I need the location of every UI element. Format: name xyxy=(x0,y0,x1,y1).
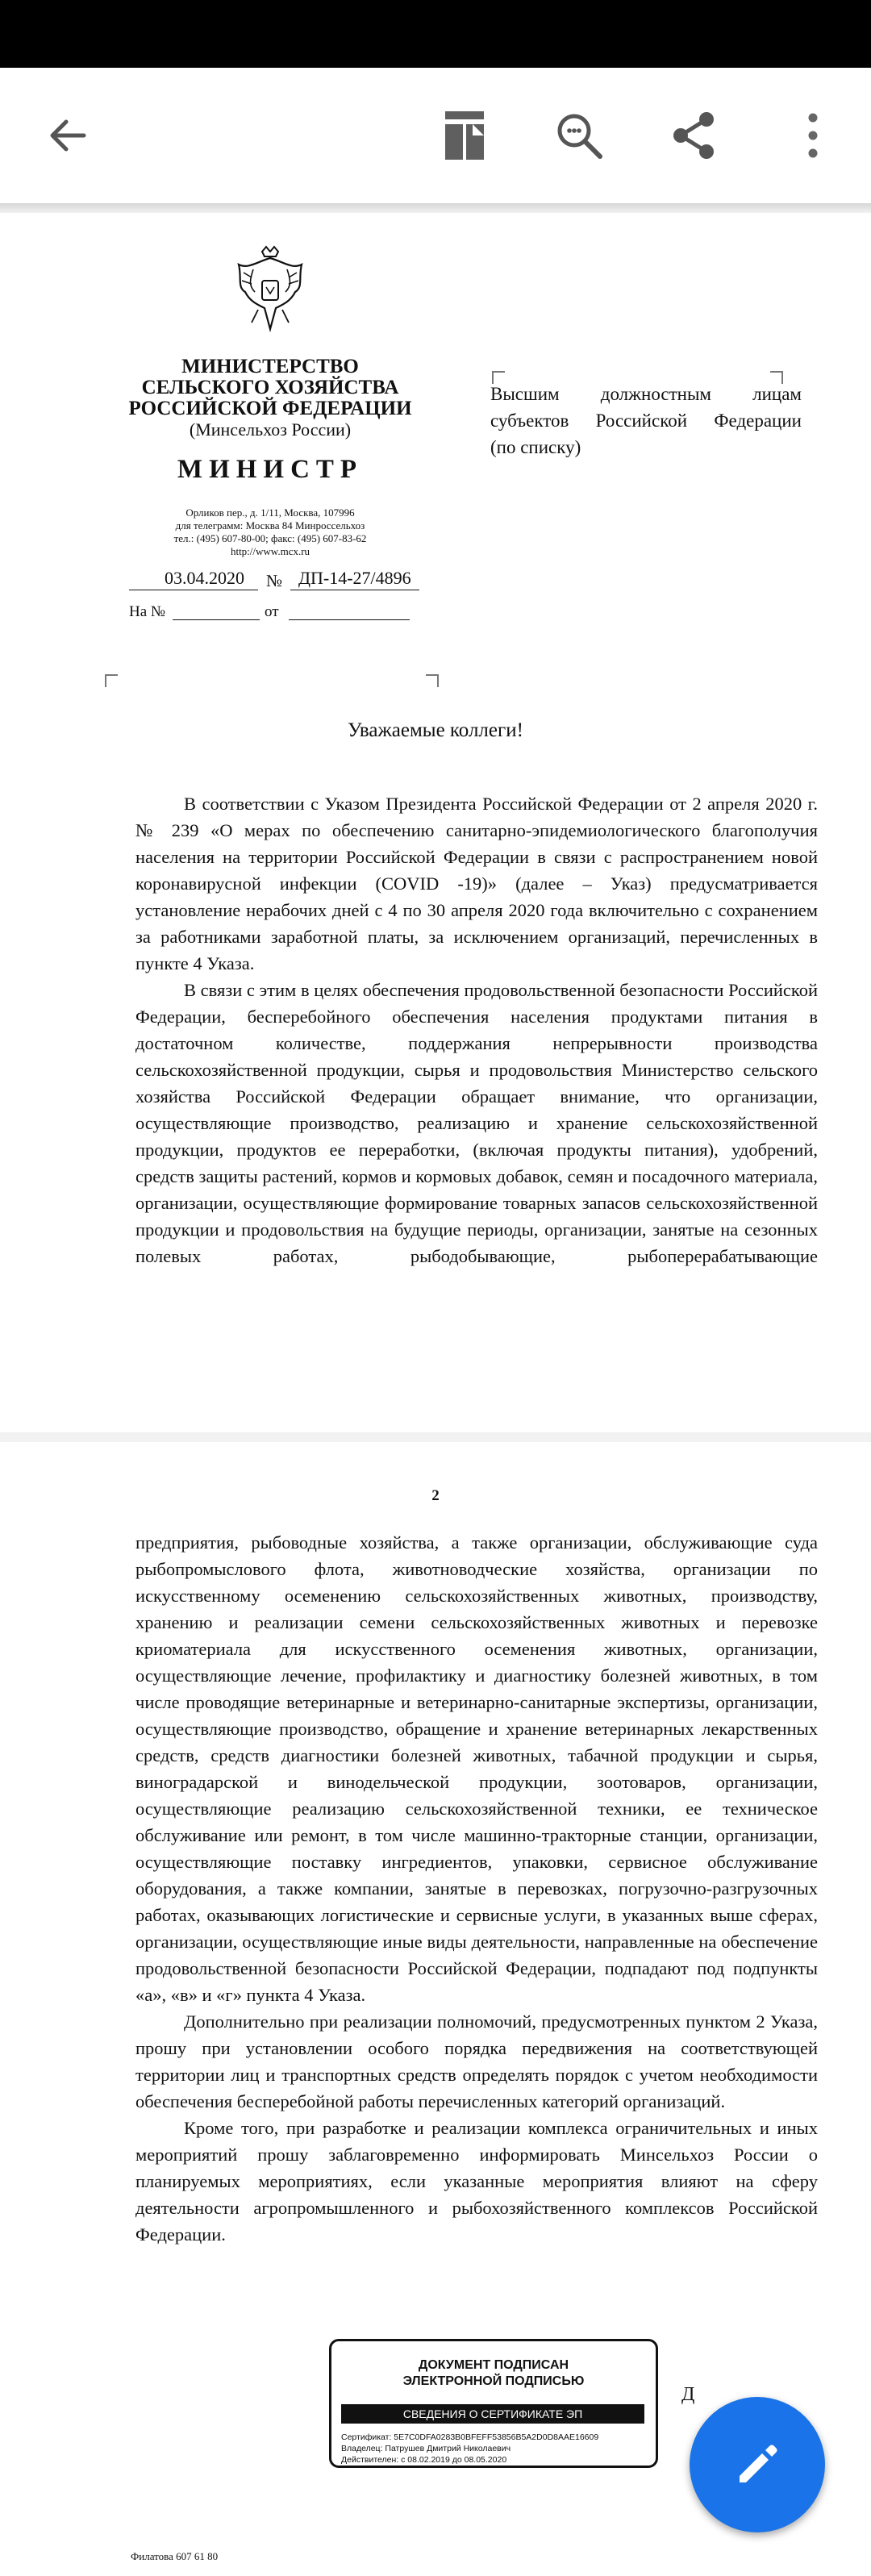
ministry-name-line3: РОССИЙСКОЙ ФЕДЕРАЦИИ xyxy=(128,398,412,419)
paragraph: В связи с этим в целях обеспечения продовольственной безопасности Российской Федерации, бесперебойного обеспечения населения продуктами питания в достаточном количестве, поддержания непрерывности производства сельскохозяйственной продукции, сырья и продовольствия Министерство сельского хозяйства Российской Федерации обращает внимание, что организации, осуществляющие производство, реализацию и хранение сельскохозяйственной продукции, продуктов ее переработки, (включая продукты питания), удобрений, средств защиты растений, кормов и кормовых добавок, семян и посадочного материала, организации, осуществляющие формирование товарных запасов сельскохозяйственной продукции и продовольствия на будущие периоды, организации, занятые на сезонных полевых работах, рыбодобывающие, рыбоперерабатывающие xyxy=(135,980,818,1266)
addressee-block xyxy=(490,381,802,461)
document-number: ДП-14-27/4896 xyxy=(298,568,411,588)
edit-pencil-icon xyxy=(731,2439,783,2491)
signature-title-line-2: ЭЛЕКТРОННОЙ ПОДПИСЬЮ xyxy=(402,2374,585,2388)
number-field xyxy=(290,568,419,590)
search-button[interactable] xyxy=(545,102,613,169)
addressee-line-3: (по списку) xyxy=(490,437,581,457)
signature-certificate-header: СВЕДЕНИЯ О СЕРТИФИКАТЕ ЭП xyxy=(341,2404,644,2424)
app-toolbar xyxy=(0,68,871,203)
electronic-signature-stamp xyxy=(329,2339,658,2468)
address-line-3: тел.: (495) 607-80-00; факс: (495) 607-83-62 xyxy=(173,532,367,544)
more-vert-icon xyxy=(805,110,821,161)
date-field xyxy=(129,568,258,590)
reference-date-line xyxy=(289,619,410,620)
signature-title-line-1: ДОКУМЕНТ ПОДПИСАН xyxy=(418,2358,569,2372)
greeting: Уважаемые коллеги! xyxy=(348,719,523,741)
coat-of-arms-icon xyxy=(226,245,315,334)
document-date: 03.04.2020 xyxy=(165,568,244,588)
ministry-name-line1: МИНИСТЕРСТВО xyxy=(181,356,359,377)
address-line-4: http://www.mcx.ru xyxy=(230,545,310,557)
toolbar-shadow xyxy=(0,203,871,213)
paragraph: В соответствии с Указом Президента Российской Федерации от 2 апреля 2020 г. № 239 «О мерах по обеспечению санитарно-эпидемиологического благополучия населения на территории Российской Федерации в связи с распространением новой коронавирусной инфекции (COVID -19)» (далее – Указ) предусматривается установление нерабочих дней с 4 по 30 апреля 2020 года включительно с сохранением за работниками заработной платы, за исключением организаций, перечисленных в пункте 4 Указа. xyxy=(135,794,818,973)
document-page-1 xyxy=(0,213,871,1432)
paragraph: Дополнительно при реализации полномочий, предусмотренных пунктом 2 Указа, прошу при установлении особого порядка передвижения на соответствующей территории лиц и транспортных средств определять порядок с учетом необходимости обеспечения бесперебойной работы перечисленных категорий организаций. xyxy=(135,2011,818,2111)
address-line-2: для телеграмм: Москва 84 Минроссельхоз xyxy=(175,519,365,531)
back-button[interactable] xyxy=(34,102,102,169)
signatory-initial: Д xyxy=(681,2384,695,2405)
share-icon xyxy=(668,110,719,161)
address-line-1: Орликов пер., д. 1/11, Москва, 107996 xyxy=(185,506,355,519)
paragraph: предприятия, рыбоводные хозяйства, а также организации, обслуживающие суда рыбопромыслового флота, животноводческие хозяйства, организации по искусственному осеменению сельскохозяйственных животных, производству, хранению и реализации семени сельскохозяйственных животных и перевозке криоматериала для искусственного осеменения животных, организации, осуществляющие лечение, профилактику и диагностику болезней животных, в том числе проводящие ветеринарные и ветеринарно-санитарные экспертизы, организации, осуществляющие производство, обращение и хранение ветеринарных лекарственных средств, средств диагностики болезней животных, табачной продукции и сырья, виноградарской и винодельческой продукции, зоотоваров, организации, осуществляющие реализацию сельскохозяйственной техники, ее техническое обслуживание или ремонт, в том числе машинно-тракторные станции, организации, осуществляющие поставку ингредиентов, упаковки, сервисное обслуживание оборудования, а также компании, занятые в перевозках, погрузочно-разгрузочных работах, оказывающих логистические и сервисные услуги, в указанных выше сферах, организации, осуществляющие иные виды деятельности, направленные на обеспечение продовольственной безопасности Российской Федерации, подпадают под подпункты «а», «в» и «г» пункта 4 Указа. xyxy=(135,1532,818,2005)
share-button[interactable] xyxy=(660,102,727,169)
executor-contact: Филатова 607 61 80 xyxy=(131,2550,219,2562)
layout-button[interactable] xyxy=(431,102,498,169)
signature-validity: Действителен: с 08.02.2019 до 08.05.2020 xyxy=(341,2455,507,2465)
number-label: № xyxy=(266,571,283,590)
reference-from-label: от xyxy=(265,603,279,620)
more-options-button[interactable] xyxy=(779,102,847,169)
signature-owner: Владелец: Патрушев Дмитрий Николаевич xyxy=(341,2444,511,2453)
subject-bracket-left xyxy=(105,674,118,687)
ministry-name-line2: СЕЛЬСКОГО ХОЗЯЙСТВА xyxy=(141,377,399,398)
edit-fab-button[interactable] xyxy=(690,2397,825,2532)
status-bar xyxy=(0,0,871,68)
arrow-left-icon xyxy=(44,111,92,160)
ministry-short-name: (Минсельхоз России) xyxy=(189,419,352,440)
reference-number-label: На № xyxy=(129,603,166,620)
addressee-line-2: субъектов Российской Федерации xyxy=(490,411,802,431)
letter-body-page-1 xyxy=(135,790,818,1269)
subject-bracket-right xyxy=(426,674,439,687)
addressee-line-1: Высшим должностным лицам xyxy=(490,384,802,404)
document-author-title: МИНИСТР xyxy=(177,455,364,484)
reference-number-line xyxy=(173,619,260,620)
document-layout-icon xyxy=(440,110,489,161)
paragraph: Кроме того, при разработке и реализации комплекса ограничительных и иных мероприятий прошу заблаговременно информировать Минсельхоз России о планируемых мероприятиях, если указанные мероприятия влияют на сферу деятельности агропромышленного и рыбохозяйственного комплексов Российской Федерации. xyxy=(135,2118,818,2245)
letter-body-page-2 xyxy=(135,1529,818,2248)
signature-certificate-id: Сертификат: 5E7C0DFA0283B0BFEFF53856B5A2D0D8AAE16609 xyxy=(341,2432,599,2442)
page-number: 2 xyxy=(431,1487,440,1504)
search-icon xyxy=(553,110,605,161)
